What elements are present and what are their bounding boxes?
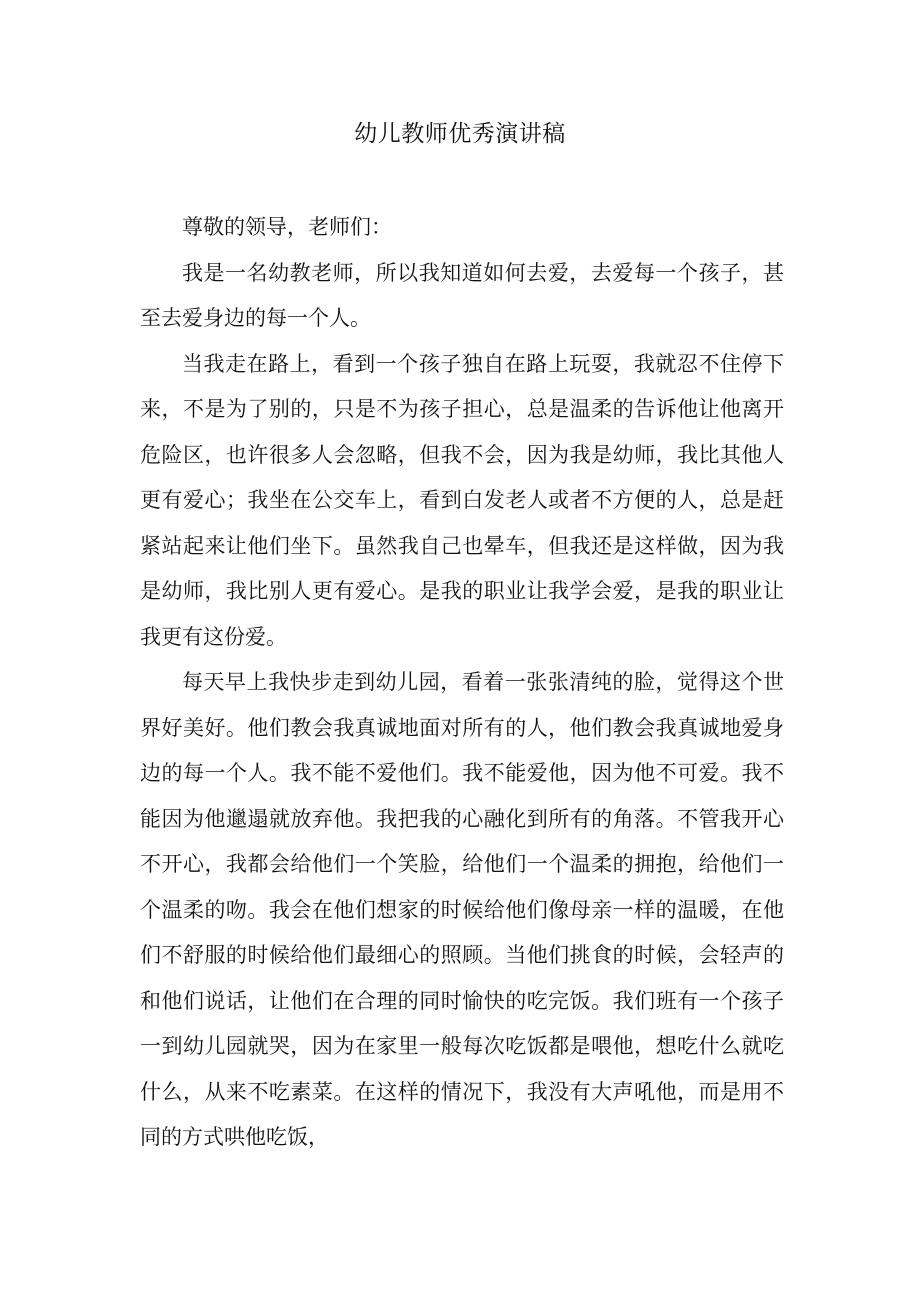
greeting-paragraph: 尊敬的领导，老师们： (182, 215, 392, 239)
paragraph-street: 当我走在路上，看到一个孩子独自在路上玩耍，我就忍不住停下来，不是为了别的，只是不为孩子担心，总是温柔的告诉他让他离开危险区，也许很多人会忽略，但我不会，因为我是幼师，我比其他人更有爱心；我坐在公交车上，看到白发老人或者不方便的人，总是赶紧站起来让他们坐下。虽然我自己也晕车，但我还是这样做，因为我是幼师，我比别人更有爱心。是我的职业让我学会爱，是我的职业让我更有这份爱。 (140, 351, 784, 649)
document-body (140, 205, 784, 1161)
paragraph-intro: 我是一名幼教老师，所以我知道如何去爱，去爱每一个孩子，甚至去爱身边的每一个人。 (140, 260, 784, 330)
document-title: 幼儿教师优秀演讲稿 (354, 121, 566, 147)
paragraph-kindergarten: 每天早上我快步走到幼儿园，看着一张张清纯的脸，觉得这个世界好美好。他们教会我真诚地面对所有的人，他们教会我真诚地爱身边的每一个人。我不能不爱他们。我不能爱他，因为他不可爱。我不能因为他邋遢就放弃他。我把我的心融化到所有的角落。不管我开心不开心，我都会给他们一个笑脸，给他们一个温柔的拥抱，给他们一个温柔的吻。我会在他们想家的时候给他们像母亲一样的温暖，在他们不舒服的时候给他们最细心的照顾。当他们挑食的时候，会轻声的和他们说话，让他们在合理的同时愉快的吃完饭。我们班有一个孩子一到幼儿园就哭，因为在家里一般每次吃饭都是喂他，想吃什么就吃什么，从来不吃素菜。在这样的情况下，我没有大声吼他，而是用不同的方式哄他吃饭， (140, 670, 784, 1149)
